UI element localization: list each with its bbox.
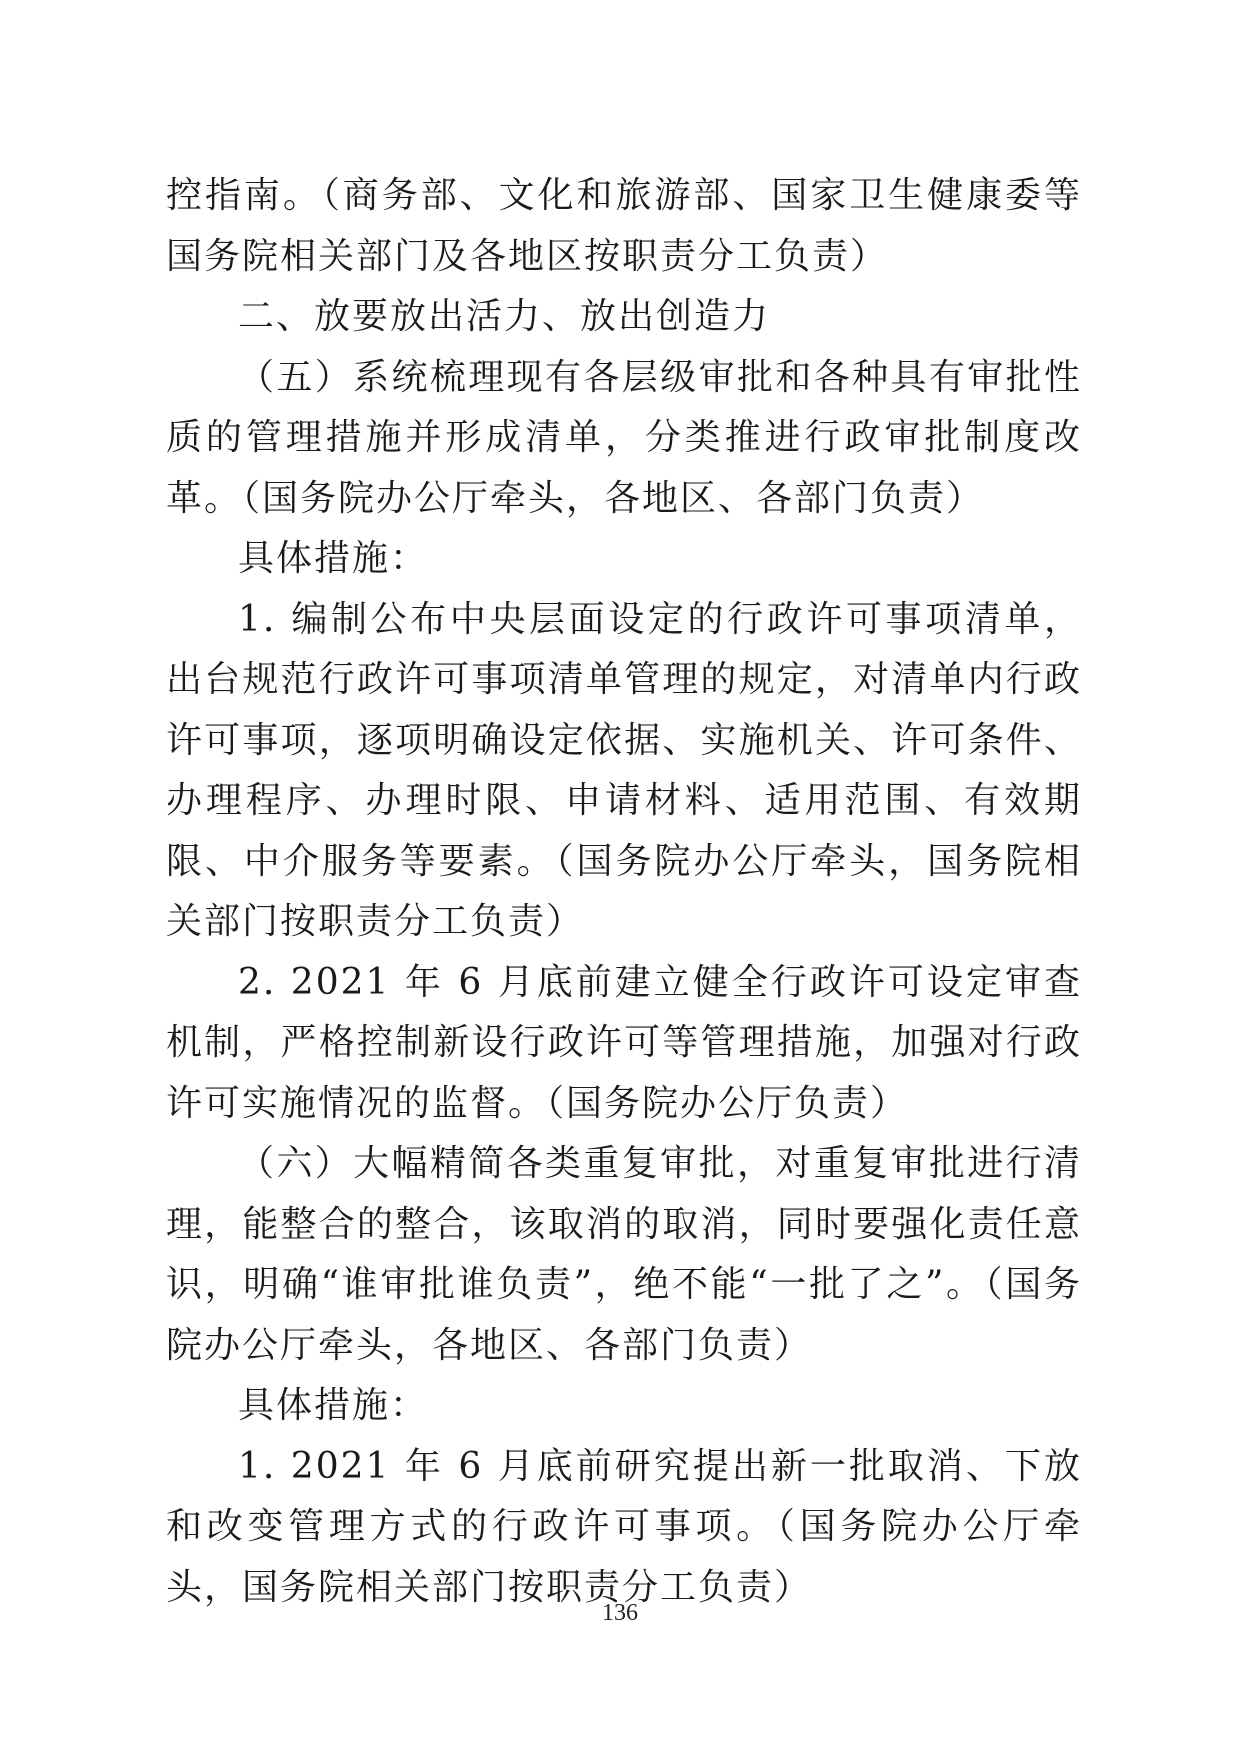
measures-label: 具体措施： bbox=[238, 1385, 429, 1426]
measure-item-1: 1. 编制公布中央层面设定的行政许可事项清单，出台规范行政许可事项清单管理的规定，对清单内行政许可事项，逐项明确设定依据、实施机关、许可条件、办理程序、办理时限、申请材料、适用范围、有效期限、中介服务等要素。（国务院办公厅牵头，国务院相关部门按职责分工负责） bbox=[166, 598, 1082, 942]
measure-item-1: 1. 2021 年 6 月底前研究提出新一批取消、下放和改变管理方式的行政许可事项。（国务院办公厅牵头，国务院相关部门按职责分工负责） bbox=[166, 1445, 1082, 1608]
paragraph-item-5: （五）系统梳理现有各层级审批和各种具有审批性质的管理措施并形成清单，分类推进行政审批制度改革。（国务院办公厅牵头，各地区、各部门负责） bbox=[166, 356, 1082, 519]
paragraph-continuation: 控指南。（商务部、文化和旅游部、国家卫生健康委等国务院相关部门及各地区按职责分工负责） bbox=[166, 175, 1082, 277]
paragraph-item-6: （六）大幅精简各类重复审批，对重复审批进行清理，能整合的整合，该取消的取消，同时要强化责任意识，明确“谁审批谁负责”，绝不能“一批了之”。（国务院办公厅牵头，各地区、各部门负责） bbox=[166, 1143, 1082, 1366]
measures-label: 具体措施： bbox=[238, 538, 429, 579]
section-heading-2: 二、放要放出活力、放出创造力 bbox=[238, 296, 771, 337]
page-number: 136 bbox=[602, 1600, 638, 1626]
measure-item-2: 2. 2021 年 6 月底前建立健全行政许可设定审查机制，严格控制新设行政许可等管理措施，加强对行政许可实施情况的监督。（国务院办公厅负责） bbox=[166, 961, 1082, 1124]
body-text bbox=[166, 166, 1082, 1618]
